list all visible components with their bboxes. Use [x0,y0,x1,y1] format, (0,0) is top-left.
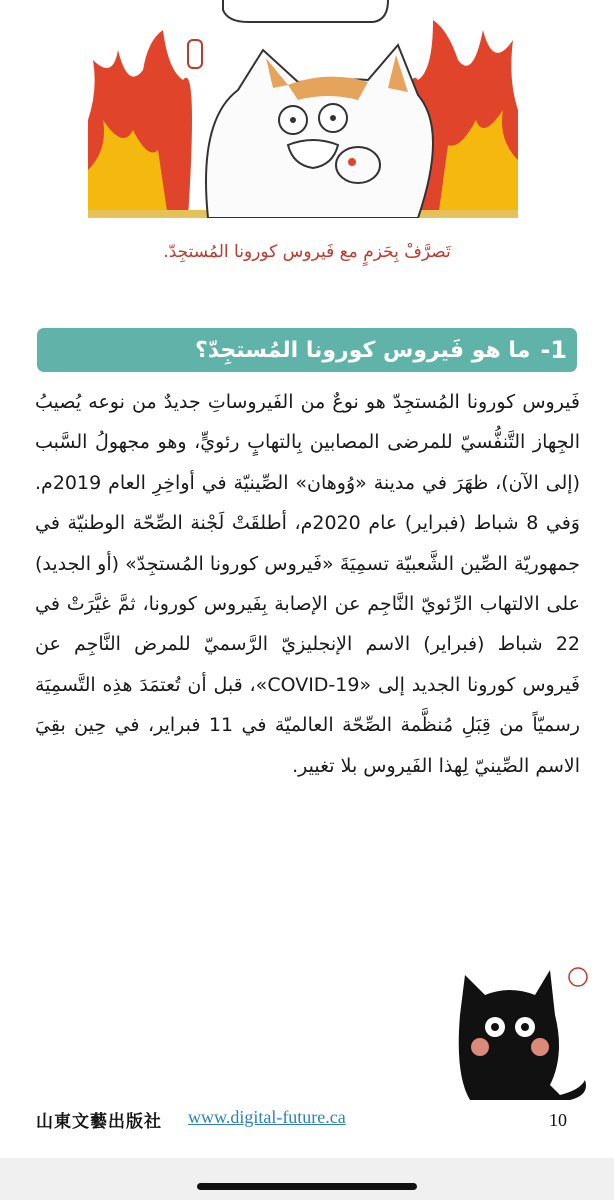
publisher-name: 山東文藝出版社 [36,1112,162,1132]
bottom-bar [0,1158,614,1200]
website-link[interactable]: www.digital-future.ca [188,1107,346,1127]
section-number: 1- [540,336,567,364]
black-cat-icon [440,955,592,1105]
body-paragraph: فَيروس كورونا المُستجِدّ هو نوعٌ من الفَيروساتِ جديدٌ من نوعه يُصيبُ الجِهاز التَّنفُّسيّ للمرضى المصابين بِالتهابٍ رئويٍّ، وهو مجهولُ السَّبب (إلى الآن)، ظهَرَ في مدينة «وُوهان» الصِّينيّة في أواخِرِ العام 2019م. وَفي 8 شباط (فبراير) عام 2020م، أطلقَتْ لَجْنة الصِّحّة الوطنيّة في جمهوريّة الصِّين الشَّعبيّة تسمِيَةَ «فَيروس كورونا المُستجِدّ» (أو الجديد) على الالتهاب الرِّئويّ النَّاجِم عن الإصابة بِفَيروس كورونا، ثمَّ غيَّرَتْ في 22 شباط (فبراير) الاسم الإنجليزيّ الرَّسميّ للمرض النَّاجِم عن فَيروس كورونا الجديد إلى «COVID-19»، قبل أن تُعتمَدَ هذِه التَّسمِيَة رسميّاً من قِبَلِ مُنظَّمة الصِّحّة العالميّة في 11 فبراير، في حِين بقِيَ الاسم الصِّينيّ لِهذا الفَيروس بلا تغيير. [35,391,581,777]
illustration-caption: تَصرَّفْ بِحَزمٍ مع فَيروس كورونا المُستجِدّ. [163,242,451,262]
page-number: 10 [549,1110,567,1130]
red-seal-stamp-icon [569,968,587,986]
angry-cat-illustration [88,0,518,218]
section-header [37,328,577,372]
home-indicator[interactable] [197,1183,417,1190]
black-cat-illustration [440,955,592,1105]
angry-cat-flames-image [88,0,518,218]
section-title: ما هو فَيروس كورونا المُستجِدّ؟ [194,337,531,363]
red-seal-stamp-icon [188,40,202,68]
